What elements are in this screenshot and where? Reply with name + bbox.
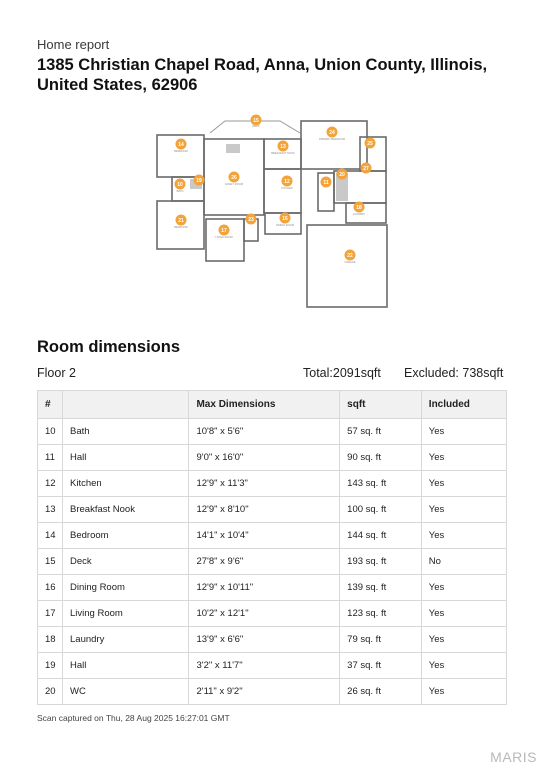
svg-text:17: 17 xyxy=(221,228,227,234)
cell-number: 16 xyxy=(38,575,63,601)
svg-text:BEDROOM: BEDROOM xyxy=(174,150,188,153)
header-number: # xyxy=(38,391,63,419)
header-included: Included xyxy=(421,391,506,419)
table-row xyxy=(38,523,507,549)
cell-included: Yes xyxy=(421,445,506,471)
table-row xyxy=(38,627,507,653)
cell-dimensions: 10'2" x 12'1" xyxy=(189,601,340,627)
cell-dimensions: 12'9" x 8'10" xyxy=(189,497,340,523)
svg-text:13: 13 xyxy=(280,144,286,150)
cell-dimensions: 3'2" x 11'7" xyxy=(189,653,340,679)
cell-dimensions: 12'9" x 10'11" xyxy=(189,575,340,601)
svg-text:16: 16 xyxy=(282,216,288,222)
cell-included: Yes xyxy=(421,419,506,445)
svg-text:18: 18 xyxy=(356,205,362,211)
svg-text:26: 26 xyxy=(231,175,237,181)
cell-number: 12 xyxy=(38,471,63,497)
cell-room: Breakfast Nook xyxy=(63,497,189,523)
cell-number: 15 xyxy=(38,549,63,575)
cell-included: Yes xyxy=(421,523,506,549)
scan-timestamp: Scan captured on Thu, 28 Aug 2025 16:27:01 GMT xyxy=(37,713,230,723)
cell-sqft: 26 sq. ft xyxy=(340,679,422,705)
cell-included: No xyxy=(421,549,506,575)
cell-room: Hall xyxy=(63,653,189,679)
table-row xyxy=(38,419,507,445)
cell-room: Laundry xyxy=(63,627,189,653)
table-row xyxy=(38,497,507,523)
cell-room: WC xyxy=(63,679,189,705)
cell-number: 13 xyxy=(38,497,63,523)
svg-text:24: 24 xyxy=(329,130,335,136)
cell-sqft: 37 sq. ft xyxy=(340,653,422,679)
cell-number: 19 xyxy=(38,653,63,679)
svg-text:27: 27 xyxy=(363,166,369,172)
cell-dimensions: 10'8" x 5'6" xyxy=(189,419,340,445)
header-dimensions: Max Dimensions xyxy=(189,391,340,419)
svg-text:DINING ROOM: DINING ROOM xyxy=(276,224,294,227)
cell-sqft: 193 sq. ft xyxy=(340,549,422,575)
brand-logo: MARIS xyxy=(490,749,537,765)
svg-text:15: 15 xyxy=(253,118,259,124)
floor-plan xyxy=(150,113,390,313)
cell-dimensions: 27'8" x 9'6" xyxy=(189,549,340,575)
cell-included: Yes xyxy=(421,497,506,523)
table-row xyxy=(38,679,507,705)
cell-sqft: 57 sq. ft xyxy=(340,419,422,445)
total-value: 2091sqft xyxy=(332,366,381,380)
svg-text:10: 10 xyxy=(177,182,183,188)
cell-included: Yes xyxy=(421,575,506,601)
cell-included: Yes xyxy=(421,679,506,705)
header-room xyxy=(63,391,189,419)
excluded-label: Excluded: xyxy=(404,366,459,380)
cell-included: Yes xyxy=(421,471,506,497)
section-title: Room dimensions xyxy=(37,338,181,356)
svg-text:11: 11 xyxy=(323,180,329,186)
cell-included: Yes xyxy=(421,627,506,653)
cell-dimensions: 12'9" x 11'3" xyxy=(189,471,340,497)
svg-text:22: 22 xyxy=(347,253,353,259)
cell-room: Kitchen xyxy=(63,471,189,497)
svg-text:FAMILY ROOM: FAMILY ROOM xyxy=(225,183,243,186)
cell-sqft: 79 sq. ft xyxy=(340,627,422,653)
svg-text:GARAGE: GARAGE xyxy=(344,261,356,264)
cell-number: 14 xyxy=(38,523,63,549)
svg-text:21: 21 xyxy=(178,218,184,224)
cell-number: 11 xyxy=(38,445,63,471)
table-row xyxy=(38,601,507,627)
cell-dimensions: 14'1" x 10'4" xyxy=(189,523,340,549)
property-address: 1385 Christian Chapel Road, Anna, Union County, Illinois, United States, 62906 xyxy=(37,56,488,94)
svg-text:LIVING ROOM: LIVING ROOM xyxy=(215,236,233,239)
floor-label: Floor 2 xyxy=(37,366,76,380)
svg-text:14: 14 xyxy=(178,142,184,148)
table-row xyxy=(38,575,507,601)
header-sqft: sqft xyxy=(340,391,422,419)
cell-number: 17 xyxy=(38,601,63,627)
cell-dimensions: 9'0" x 16'0" xyxy=(189,445,340,471)
table-row xyxy=(38,445,507,471)
svg-text:DECK: DECK xyxy=(252,125,260,128)
cell-dimensions: 2'11" x 9'2" xyxy=(189,679,340,705)
cell-room: Deck xyxy=(63,549,189,575)
table-row xyxy=(38,549,507,575)
total-label: Total: xyxy=(303,366,333,380)
cell-number: 10 xyxy=(38,419,63,445)
cell-included: Yes xyxy=(421,653,506,679)
svg-text:BREAKFAST NOOK: BREAKFAST NOOK xyxy=(271,152,295,155)
cell-room: Hall xyxy=(63,445,189,471)
cell-number: 18 xyxy=(38,627,63,653)
table-row xyxy=(38,471,507,497)
table-header-row xyxy=(38,391,507,419)
svg-text:LAUNDRY: LAUNDRY xyxy=(352,213,366,216)
svg-text:19: 19 xyxy=(196,178,202,184)
cell-sqft: 100 sq. ft xyxy=(340,497,422,523)
svg-text:12: 12 xyxy=(284,179,290,185)
room-dimensions-table xyxy=(37,390,507,705)
cell-room: Bedroom xyxy=(63,523,189,549)
svg-text:BEDROOM: BEDROOM xyxy=(174,226,188,229)
cell-sqft: 90 sq. ft xyxy=(340,445,422,471)
cell-room: Bath xyxy=(63,419,189,445)
table-row xyxy=(38,653,507,679)
svg-text:25: 25 xyxy=(367,141,373,147)
cell-sqft: 144 sq. ft xyxy=(340,523,422,549)
cell-number: 20 xyxy=(38,679,63,705)
cell-dimensions: 13'9" x 6'6" xyxy=(189,627,340,653)
svg-text:20: 20 xyxy=(339,172,345,178)
total-area xyxy=(303,366,381,380)
svg-text:BATH: BATH xyxy=(176,190,184,193)
excluded-area xyxy=(404,366,503,380)
svg-text:23: 23 xyxy=(248,217,254,223)
cell-sqft: 123 sq. ft xyxy=(340,601,422,627)
cell-room: Living Room xyxy=(63,601,189,627)
cell-included: Yes xyxy=(421,601,506,627)
svg-text:KITCHEN: KITCHEN xyxy=(281,187,293,190)
cell-sqft: 143 sq. ft xyxy=(340,471,422,497)
svg-text:PRIMARY BEDROOM: PRIMARY BEDROOM xyxy=(319,138,345,141)
excluded-value: 738sqft xyxy=(458,366,504,380)
cell-sqft: 139 sq. ft xyxy=(340,575,422,601)
cell-room: Dining Room xyxy=(63,575,189,601)
home-report-label: Home report xyxy=(37,37,110,52)
